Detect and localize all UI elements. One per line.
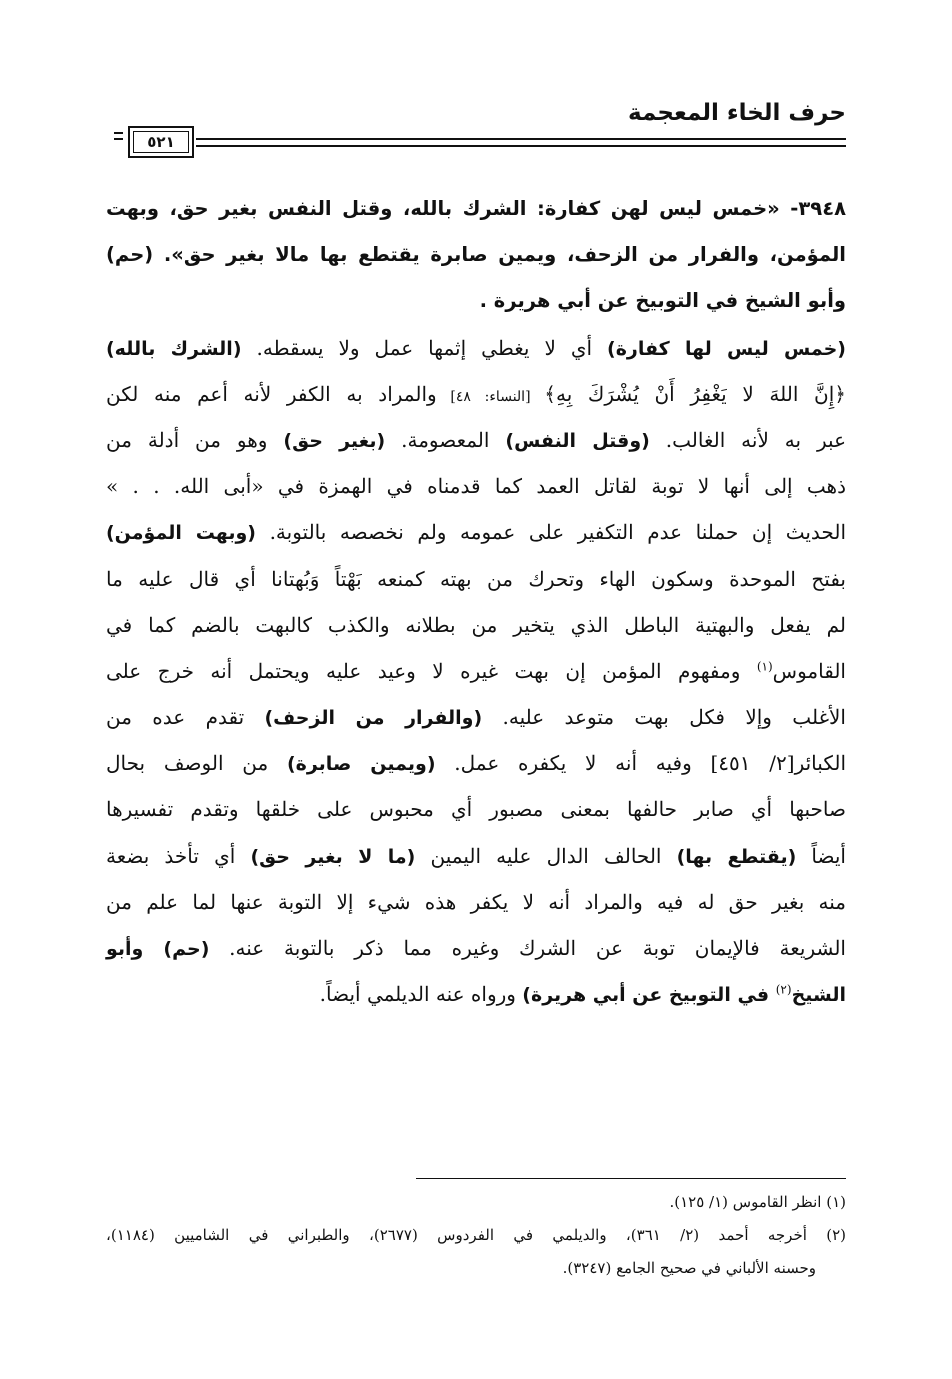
hadith-line: وأبو الشيخ في التوبيخ عن أبي هريرة . xyxy=(479,289,846,313)
footnote-marker: (١) xyxy=(756,659,773,674)
main-text xyxy=(106,186,846,1017)
commentary-line xyxy=(106,417,846,463)
footnote-continuation: وحسنه الألباني في صحيح الجامع (٣٢٤٧). xyxy=(562,1259,816,1277)
bold-term: (الشرك بالله) xyxy=(106,337,242,360)
footnote-marker: (٢) xyxy=(775,982,792,997)
commentary-line xyxy=(106,879,846,925)
commentary-text: الأغلب وإلا فكل بهت متوعد عليه. xyxy=(482,705,846,730)
footnotes xyxy=(106,1186,846,1285)
commentary-line xyxy=(106,694,846,740)
commentary-text: القاموس xyxy=(772,658,846,683)
commentary-text: ومفهوم المؤمن إن بهت غيره لا وعيد عليه ويحتمل أنه خرج على xyxy=(106,658,757,683)
commentary-text: ورواه عنه الديلمي أيضاً. xyxy=(319,982,523,1007)
hadith-line: ٣٩٤٨- «خمس ليس لهن كفارة: الشرك بالله، وقتل النفس بغير حق، وبهت xyxy=(106,197,846,220)
commentary-text: أي تأخذ بضعة xyxy=(106,843,251,868)
bold-term: في التوبيخ عن أبي هريرة) xyxy=(522,984,776,1007)
commentary-block xyxy=(106,325,846,1018)
commentary-text: بفتح الموحدة وسكون الهاء وتحرك من بهته كمنعه بَهْتاً وَبُهتانا أي قال عليه ما xyxy=(106,566,846,591)
bold-term: (وقتل النفس) xyxy=(505,429,650,452)
bold-term: (يقتطع بها) xyxy=(676,845,797,868)
bold-term: (وبهت المؤمن) xyxy=(106,522,256,545)
bold-term: (خمس ليس لها كفارة) xyxy=(607,337,846,360)
commentary-text: والمراد به الكفر لأنه أعم منه لكن xyxy=(106,381,437,406)
commentary-line xyxy=(106,556,846,602)
commentary-line xyxy=(106,971,846,1017)
commentary-text: أي لا يغطي إثمها عمل ولا يسقطه. xyxy=(241,335,608,360)
commentary-text: لم يفعل والبهتية الباطل الذي يتخير من بطلانه والكذب كالبهت بالضم كما في xyxy=(106,612,846,637)
commentary-line xyxy=(106,833,846,879)
bold-term: (ما لا بغير حق) xyxy=(250,845,416,868)
footnote: (٢) أخرجه أحمد (٢/ ٣٦١)، والديلمي في الفردوس (٢٦٧٧)، والطبراني في الشاميين (١١٨٤)، xyxy=(106,1226,847,1244)
page-number: ٥٢١ xyxy=(133,131,189,153)
hadith-line: المؤمن، والفرار من الزحف، ويمين صابرة يقتطع بها مالا بغير حق». (حم) xyxy=(106,243,846,267)
bold-term: (بغير حق) xyxy=(283,429,386,452)
commentary-text: الحالف الدال عليه اليمين xyxy=(415,843,677,868)
bold-term: الشيخ xyxy=(791,984,846,1007)
commentary-text: منه بغير حق له فيه والمراد أنه لا يكفر هذه شيء إلا التوبة عنها لما علم من xyxy=(106,889,846,914)
header-double-rule xyxy=(196,138,846,147)
commentary-text: صاحبها أي صابر حالفها بمعنى مصبور أي محبوس على خلقها وتقدم تفسيرها xyxy=(106,797,846,822)
quran-reference: [النساء: ٤٨] xyxy=(436,388,545,405)
commentary-line xyxy=(106,648,846,694)
footnote-separator xyxy=(416,1178,846,1179)
running-title: حرف الخاء المعجمة xyxy=(628,100,846,126)
commentary-text: أيضاً xyxy=(796,843,846,868)
commentary-text: المعصومة. xyxy=(385,427,506,452)
commentary-line xyxy=(106,509,846,555)
bold-term: (ويمين صابرة) xyxy=(286,753,436,776)
footnote: (١) انظر القاموس (١/ ١٢٥). xyxy=(669,1193,846,1211)
bold-term: (والفرار من الزحف) xyxy=(264,707,483,730)
page-number-box xyxy=(128,126,194,158)
hadith-block xyxy=(106,186,846,325)
quran-verse: ﴿إِنَّ اللهَ لا يَغْفِرُ أَنْ يُشْرَكَ بِهِ﴾ xyxy=(544,381,846,406)
commentary-text: تقدم عده من xyxy=(106,705,265,730)
commentary-text: وهو من أدلة من xyxy=(106,427,284,452)
commentary-text: ذهب إلى أنها لا توبة لقاتل العمد كما قدمناه في الهمزة في «أبى الله. . . » xyxy=(106,474,846,499)
commentary-text: الشريعة فالإيمان توبة عن الشرك وغيره مما ذكر بالتوبة عنه. xyxy=(209,936,846,960)
commentary-line xyxy=(106,925,846,971)
commentary-line xyxy=(106,740,846,786)
commentary-text: الحديث إن حملنا عدم التكفير على عمومه ولم نخصصه بالتوبة. xyxy=(255,520,846,545)
commentary-line xyxy=(106,325,846,371)
commentary-line xyxy=(106,602,846,648)
header-rule-tick xyxy=(114,132,123,140)
commentary-text: الكبائر[٢/ ٤٥١] وفيه أنه لا يكفره عمل. xyxy=(435,751,847,776)
commentary-line xyxy=(106,786,846,832)
bold-term: (حم) وأبو xyxy=(106,938,210,960)
commentary-text: عبر به لأنه الغالب. xyxy=(649,427,847,452)
commentary-line xyxy=(106,371,846,417)
commentary-line xyxy=(106,463,846,509)
commentary-text: من الوصف بحال xyxy=(106,751,287,776)
